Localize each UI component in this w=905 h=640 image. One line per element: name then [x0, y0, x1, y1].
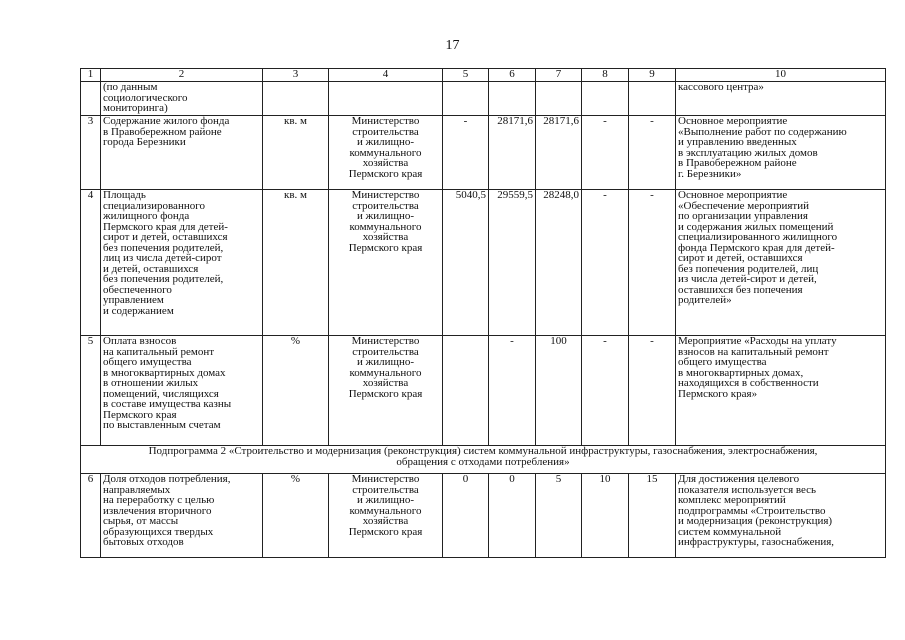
header-cell: 2: [101, 69, 263, 82]
subprogram-title: Подпрограмма 2 «Строительство и модернизация (реконструкция) систем коммунальной инфраструктуры, газоснабжения, электроснабжения, обращения с отходами потребления»: [81, 446, 886, 474]
value-cell: 5: [536, 474, 582, 558]
row-number: [81, 82, 101, 116]
value-cell: 15: [629, 474, 676, 558]
value-cell: [536, 82, 582, 116]
table-row: [81, 190, 886, 336]
value-cell: [443, 82, 489, 116]
value-cell: 28171,6: [536, 116, 582, 190]
value-cell: 28171,6: [489, 116, 536, 190]
responsible-cell: [329, 82, 443, 116]
indicator-name: Площадь специализированного жилищного фонда Пермского края для детей- сирот и детей, оставшихся без попечения родителей, лиц из числа детей-сирот и детей, оставшихся без попечения родителей, обеспеченного управлением и содержанием: [101, 190, 263, 336]
unit-cell: %: [263, 336, 329, 446]
header-cell: 10: [676, 69, 886, 82]
responsible-cell: Министерство строительства и жилищно- коммунального хозяйства Пермского края: [329, 190, 443, 336]
value-cell: [443, 336, 489, 446]
measure-cell: Основное мероприятие «Выполнение работ по содержанию и управлению введенных в эксплуатацию жилых домов в Правобережном районе г. Березники»: [676, 116, 886, 190]
unit-cell: кв. м: [263, 116, 329, 190]
row-number: 6: [81, 474, 101, 558]
measure-cell: Мероприятие «Расходы на уплату взносов на капитальный ремонт общего имущества в многоквартирных домах, находящихся в собственности Пермского края»: [676, 336, 886, 446]
value-cell: 29559,5: [489, 190, 536, 336]
table-row: [81, 474, 886, 558]
row-number: 4: [81, 190, 101, 336]
responsible-cell: Министерство строительства и жилищно- коммунального хозяйства Пермского края: [329, 336, 443, 446]
header-cell: 8: [582, 69, 629, 82]
indicator-name: (по данным социологического мониторинга): [101, 82, 263, 116]
header-cell: 4: [329, 69, 443, 82]
indicator-name: Содержание жилого фонда в Правобережном районе города Березники: [101, 116, 263, 190]
value-cell: -: [582, 336, 629, 446]
unit-cell: %: [263, 474, 329, 558]
value-cell: 28248,0: [536, 190, 582, 336]
value-cell: -: [629, 116, 676, 190]
value-cell: [629, 82, 676, 116]
value-cell: 100: [536, 336, 582, 446]
responsible-cell: Министерство строительства и жилищно- коммунального хозяйства Пермского края: [329, 116, 443, 190]
value-cell: -: [582, 190, 629, 336]
header-cell: 9: [629, 69, 676, 82]
value-cell: -: [489, 336, 536, 446]
header-cell: 5: [443, 69, 489, 82]
unit-cell: кв. м: [263, 190, 329, 336]
header-cell: 7: [536, 69, 582, 82]
value-cell: -: [582, 116, 629, 190]
header-cell: 3: [263, 69, 329, 82]
value-cell: 0: [489, 474, 536, 558]
subprogram-row: [81, 446, 886, 474]
value-cell: [582, 82, 629, 116]
measure-cell: Основное мероприятие «Обеспечение мероприятий по организации управления и содержания жилых помещений специализированного жилищного фонда Пермского края для детей- сирот и детей, оставшихся без попечения родителей, лиц из числа детей-сирот и детей, оставшихся без попечения родителей»: [676, 190, 886, 336]
value-cell: -: [629, 336, 676, 446]
value-cell: 5040,5: [443, 190, 489, 336]
column-number-header: [81, 69, 886, 82]
indicator-name: Доля отходов потребления, направляемых на переработку с целью извлечения вторичного сырья, от массы образующихся твердых бытовых отходов: [101, 474, 263, 558]
responsible-cell: Министерство строительства и жилищно- коммунального хозяйства Пермского края: [329, 474, 443, 558]
measure-cell: Для достижения целевого показателя используется весь комплекс мероприятий подпрограммы «Строительство и модернизация (реконструкция) систем коммунальной инфраструктуры, газоснабжения,: [676, 474, 886, 558]
header-cell: 6: [489, 69, 536, 82]
value-cell: -: [443, 116, 489, 190]
measure-cell: кассового центра»: [676, 82, 886, 116]
page-number: 17: [445, 38, 460, 53]
value-cell: 10: [582, 474, 629, 558]
table-row: [81, 82, 886, 116]
value-cell: [489, 82, 536, 116]
indicator-name: Оплата взносов на капитальный ремонт общего имущества в многоквартирных домах в отношении жилых помещений, числящихся в составе имущества казны Пермского края по выставленным счетам: [101, 336, 263, 446]
value-cell: 0: [443, 474, 489, 558]
row-number: 5: [81, 336, 101, 446]
value-cell: -: [629, 190, 676, 336]
row-number: 3: [81, 116, 101, 190]
table-row: [81, 116, 886, 190]
indicators-table: [80, 68, 886, 558]
unit-cell: [263, 82, 329, 116]
table-row: [81, 336, 886, 446]
header-cell: 1: [81, 69, 101, 82]
